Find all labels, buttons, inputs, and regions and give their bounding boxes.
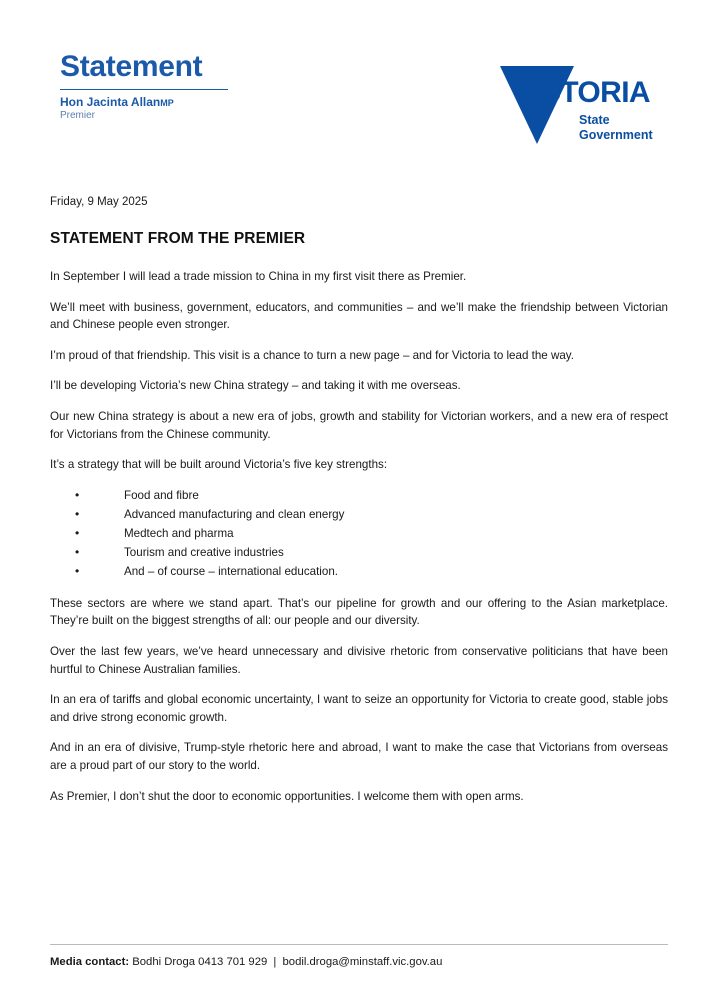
paragraph: Over the last few years, we’ve heard unnecessary and divisive rhetoric from conservative politicians that have been hurtful to Chinese Australian families. <box>50 644 668 676</box>
list-item: • Medtech and pharma <box>50 525 668 543</box>
media-contact-label: Media contact: <box>50 956 130 968</box>
footer-separator: | <box>273 956 277 968</box>
paragraph: These sectors are where we stand apart. That’s our pipeline for growth and our offering to the Asian marketplace. They’re built on the biggest strengths of all: our people and our diversity. <box>50 596 668 628</box>
logo-wordmark: VICTORIA <box>512 76 650 109</box>
paragraph: I’ll be developing Victoria’s new China strategy – and taking it with me overseas. <box>50 379 461 393</box>
document-date: Friday, 9 May 2025 <box>50 196 148 208</box>
paragraph: As Premier, I don’t shut the door to economic opportunities. I welcome them with open arms. <box>50 789 524 803</box>
document-body <box>50 196 668 818</box>
paragraph: Our new China strategy is about a new era of jobs, growth and stability for Victorian workers, and a new era of respect for Victorians from the Chinese community. <box>50 410 668 441</box>
document-header <box>50 52 670 162</box>
document-footer <box>50 944 668 968</box>
minister-name <box>60 95 228 109</box>
media-contact-name: Bodhi Droga 0413 701 929 <box>132 956 268 968</box>
minister-role: Premier <box>60 110 96 122</box>
list-item: • And – of course – international education. <box>50 563 668 581</box>
masthead-divider <box>60 89 228 90</box>
logo-subtitle-line2: Government <box>579 128 653 143</box>
masthead-title: Statement <box>60 50 203 83</box>
paragraph: And in an era of divisive, Trump-style rhetoric here and abroad, I want to make the case that Victorians from overseas are a proud part of our story to the world. <box>50 741 668 772</box>
strengths-list <box>50 487 668 581</box>
footer-divider <box>50 944 668 945</box>
paragraph: It’s a strategy that will be built around Victoria’s five key strengths: <box>50 458 388 472</box>
media-contact-email[interactable]: bodil.droga@minstaff.vic.gov.au <box>282 956 443 968</box>
list-item: • Tourism and creative industries <box>50 544 668 562</box>
list-item: • Food and fibre <box>50 487 668 505</box>
logo-subtitle-line1: State <box>579 113 610 127</box>
list-item: • Advanced manufacturing and clean energy <box>50 506 668 524</box>
paragraph: In September I will lead a trade mission to China in my first visit there as Premier. <box>50 270 467 283</box>
victoria-government-logo <box>500 66 670 162</box>
media-contact <box>50 956 668 968</box>
paragraph: I’m proud of that friendship. This visit is a chance to turn a new page – and for Victoria to lead the way. <box>50 348 574 362</box>
logo-subtitle <box>579 113 653 144</box>
masthead <box>60 52 228 121</box>
paragraph: We’ll meet with business, government, educators, and communities – and we’ll make the friendship between Victorian and Chinese people even stronger. <box>50 300 668 332</box>
document-title: STATEMENT FROM THE PREMIER <box>50 230 306 247</box>
minister-name-text: Hon Jacinta Allan <box>60 95 161 109</box>
minister-suffix: MP <box>160 98 174 108</box>
paragraph: In an era of tariffs and global economic uncertainty, I want to seize an opportunity for Victoria to create good, stable jobs and drive strong economic growth. <box>50 693 668 724</box>
